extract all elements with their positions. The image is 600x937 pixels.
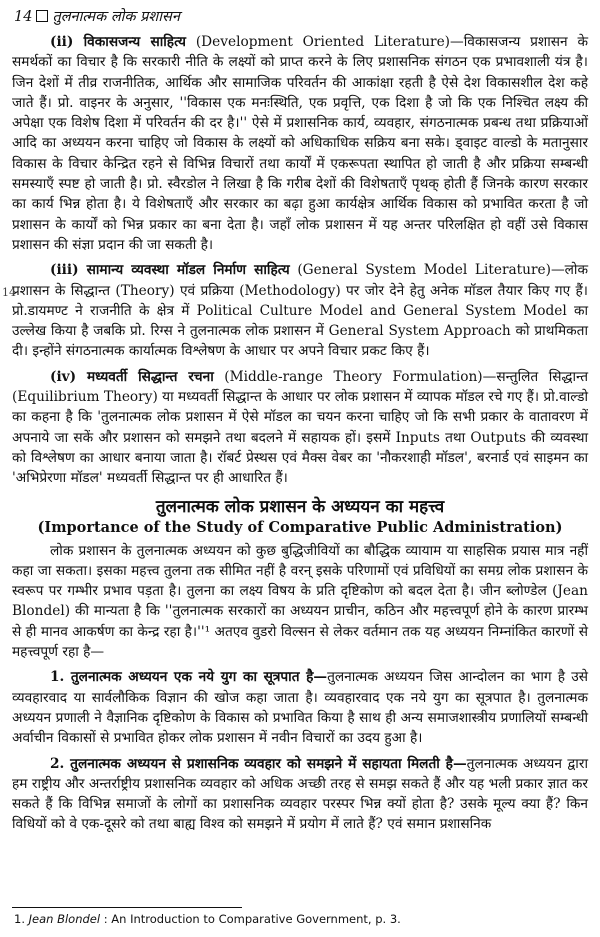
margin-mark: 14 (2, 286, 16, 299)
heading-general-system-model: (iii) सामान्य व्यवस्था मॉडल निर्माण साहित्य (50, 262, 290, 279)
body-middle-range-theory: सन्तुलित सिद्धान्त (Equilibrium Theory) या मध्यवर्ती सिद्धान्त के आधार पर लोक प्रशासन में व्यापक मॉडल रचे गए हैं। प्रो.वाल्डो का कहना है कि 'तुलनात्मक लोक प्रशासन में ऐसे मॉडल का चयन करना चाहिए जो कि सभी प्रकार के वातावरण में अपनाये जा सकें और प्रशासन को समझने तथा बदलने में सहायक हों। इसमें Inputs तथा Outputs की व्यवस्था को विश्लेषण का आधार बनाया जाता है। रॉबर्ट प्रेस्थस एवं मैक्स वेबर का 'नौकरशाही मॉडल', बरनार्ड एवं साइमन का 'अभिप्रेरणा मॉडल' मध्यवर्ती सिद्धान्त पर ही आधारित हैं। (12, 368, 589, 487)
section-title-hindi: तुलनात्मक लोक प्रशासन के अध्ययन का महत्त्व (155, 496, 445, 517)
paragraph-point-1 (12, 667, 588, 748)
paragraph-general-system-model (12, 260, 588, 361)
point-2-heading: 2. तुलनात्मक अध्ययन से प्रशासनिक व्यवहार को समझने में सहायता मिलती है— (50, 755, 467, 772)
footnote-author: Jean Blondel (28, 912, 101, 926)
paragraph-point-2 (12, 754, 588, 835)
page-number: 14 (14, 9, 33, 25)
paragraph-middle-range-theory (12, 367, 588, 489)
point-2-body: तुलनात्मक अध्ययन द्वारा हम राष्ट्रीय और अन्तर्राष्ट्रीय प्रशासनिक व्यवहार को अधिक अच्छी तरह से समझ सकते हैं और यह भली प्रकार ज्ञात कर सकते हैं कि विभिन्न समाजों के लोगों का प्रशासनिक व्यवहार परस्पर भिन्न क्यों होता है? उसके मूल्य क्या हैं? किन विधियों को वे एक-दूसरे को तथा बाह्य विश्व को समझने में प्रयोग में लाते हैं? एवं समान प्रशासनिक (12, 755, 588, 833)
footnote-divider (12, 907, 242, 908)
footnote-text: : An Introduction to Comparative Government, p. 3. (103, 912, 401, 926)
point-1-heading: 1. तुलनात्मक अध्ययन एक नये युग का सूत्रपात है— (50, 669, 328, 686)
footnote (14, 912, 401, 926)
section-title-english: (Importance of the Study of Comparative Public Administration) (37, 518, 563, 536)
point-1-body: तुलनात्मक अध्ययन जिस आन्दोलन का भाग है उसे व्यवहारवाद या सार्वलौकिक विज्ञान की खोज कहा जाता है। व्यवहारवाद एक नये युग का सूत्रपात है। तुलनात्मक अध्ययन प्रणाली ने वैज्ञानिक दृष्टिकोण के विकास को प्रभावित किया है साथ ही अन्य समाजशास्त्रीय प्रणालियों सम्बन्धी अर्वाचीन विकासों से प्रभावित होकर लोक प्रशासन में नवीन विचारों का उदय हुआ है। (12, 669, 588, 747)
running-title: तुलनात्मक लोक प्रशासन (52, 9, 180, 25)
section-title (12, 496, 588, 538)
square-bullet-icon (36, 10, 48, 22)
heading-development-literature-en: (Development Oriented Literature)— (185, 34, 464, 50)
paragraph-importance-intro: लोक प्रशासन के तुलनात्मक अध्ययन को कुछ बुद्धिजीवियों का बौद्धिक व्यायाम या साहसिक प्रयास मात्र नहीं कहा जा सकता। इसका महत्त्व तुलना तक सीमित नहीं है वरन् इसके परिणामों एवं प्रविधियों का समग्र लोक प्रशासन के स्वरूप पर गम्भीर प्रभाव पड़ता है। तुलना का लक्ष्य विषय के प्रति दृष्टिकोण को बदल देता है। जीन ब्लोण्डेल (Jean Blondel) की मान्यता है कि ''तुलनात्मक सरकारों का अध्ययन प्राचीन, कठिन और महत्त्वपूर्ण होने के कारण प्रारम्भ से ही मानव आकर्षण का केन्द्र रहा है।''¹ अतएव वुडरो विल्सन से लेकर वर्तमान तक यह अध्ययन निम्नांकित कारणों से महत्त्वपूर्ण रहा है— (12, 542, 588, 661)
heading-development-literature: (ii) विकासजन्य साहित्य (50, 34, 186, 50)
running-header (14, 6, 588, 26)
heading-middle-range-theory: (iv) मध्यवर्ती सिद्धान्त रचना (50, 368, 214, 385)
body-general-system-model: लोक प्रशासन के सिद्धान्त (Theory) एवं प्रक्रिया (Methodology) पर जोर देने हेतु अनेक मॉडल तैयार किए गए हैं। प्रो.डायमण्ट ने राजनीति के क्षेत्र में Political Culture Model and General System Model का उल्लेख किया है जबकि प्रो. रिग्स ने तुलनात्मक लोक प्रशासन में General System Approach को प्राथमिकता दी। इन्होंने संगठनात्मक कार्यात्मक विश्लेषण के आधार पर अपने विचार प्रकट किए हैं। (12, 262, 588, 360)
paragraph-development-literature (12, 32, 588, 255)
heading-general-system-model-en: (General System Model Literature)— (289, 262, 565, 279)
heading-middle-range-theory-en: (Middle-range Theory Formulation)— (213, 368, 497, 385)
body-development-literature: विकासजन्य प्रशासन के समर्थकों का विचार है कि सरकारी नीति के लक्ष्यों को प्राप्त करने के लिए प्रशासनिक संगठन एक प्रभावशाली यंत्र है। जिन देशों में तीव्र राजनीतिक, आर्थिक और सामाजिक परिवर्तन की आकांक्षा रहती है ऐसे देश विकासशील देश कहे जाते हैं। प्रो. वाइनर के अनुसार, ''विकास एक मनःस्थिति, एक प्रवृत्ति, एक दिशा है जो कि एक निश्चित लक्ष्य की अपेक्षा एक विशेष दिशा में परिवर्तन की दर है।'' ऐसे में प्रशासनिक कार्य, व्यवहार, संगठनात्मक प्रबन्ध तथा प्रक्रियाओं आदि का अध्ययन करना चाहिए जो विकास के लक्ष्यों को अधिकाधिक सक्रिय बना सके। ड्वाइट वाल्डो के मतानुसार विकास के विचार केन्द्रित रहने से विभिन्न विचारों तथा कार्यों में एकरूपता स्थापित हो जाती है और प्रक्रिया सम्बन्धी समस्याएँ स्पष्ट हो जाती है। प्रो. स्वैरडोल ने लिखा है कि गरीब देशों की विशेषताएँ पृथक् होती हैं जिनके कारण सरकार का कार्य भिन्न होता है। ये विशेषताएँ और सरकार का बढ़ा हुआ कार्यक्षेत्र आर्थिक विकास को प्रभावित करता है जो प्रशासन के कार्यों को भिन्न प्रकार का बना देता है। जहाँ लोक प्रशासन में यह अन्तर परिलक्षित हो वहीं उसे विकास प्रशासन की संज्ञा प्रदान की जा सकती है। (12, 34, 588, 253)
footnote-number: 1. (14, 912, 25, 926)
